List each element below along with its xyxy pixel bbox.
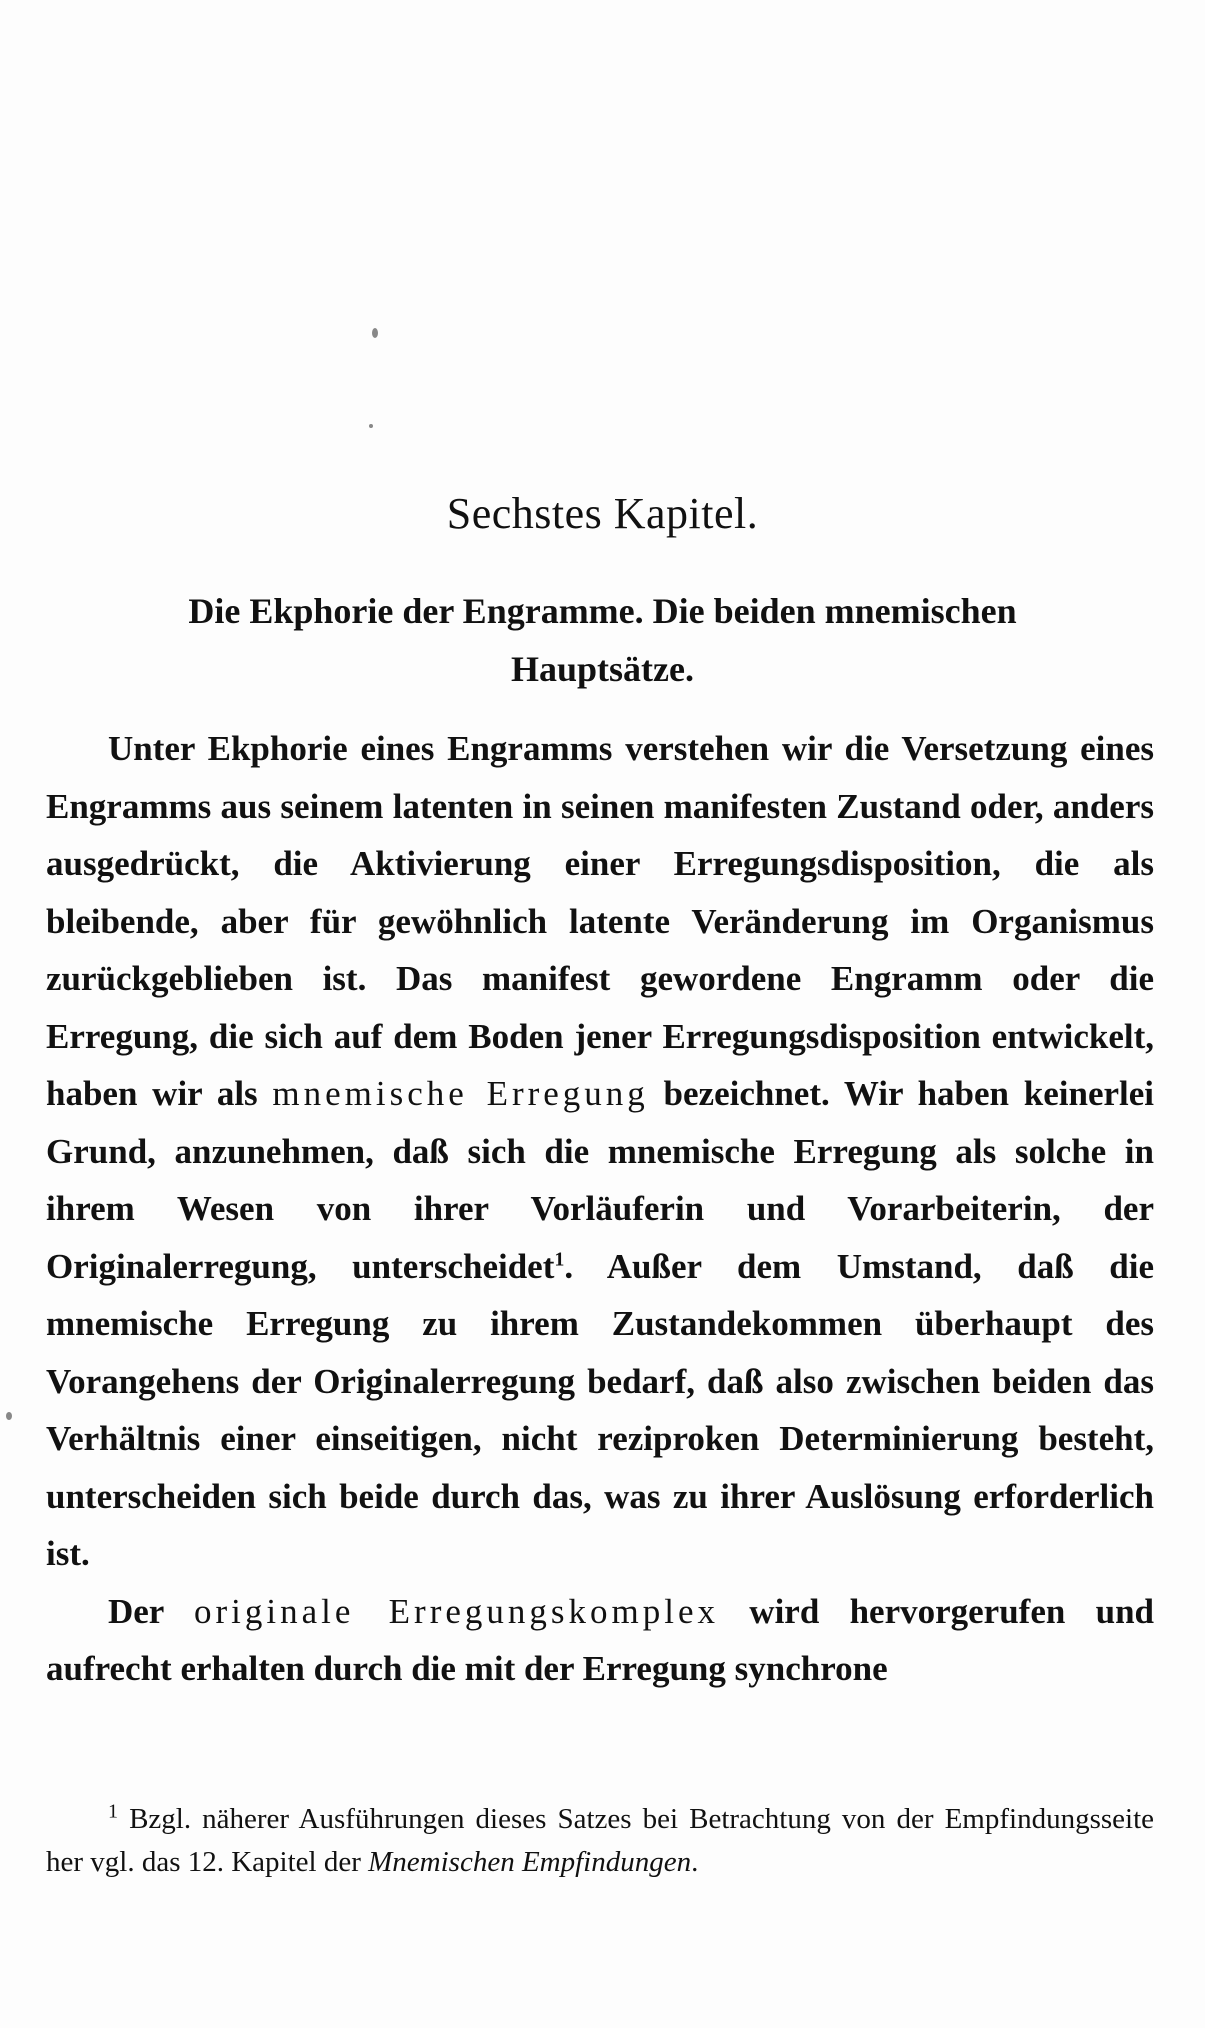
- chapter-subtitle-line2: Hauptsätze.: [511, 649, 694, 689]
- footnote: [46, 1798, 1154, 1884]
- chapter-subtitle: [60, 582, 1145, 698]
- chapter-subtitle-line1: Die Ekphorie der Engramme. Die beiden mnemischen: [188, 591, 1017, 631]
- paragraph-2-part-a: Der: [108, 1591, 194, 1631]
- paragraph-2-part-b: wird hervorgerufen und aufrecht erhalten durch die mit der Erregung synchrone: [46, 1591, 1155, 1688]
- footnote-reference[interactable]: 1: [554, 1247, 565, 1270]
- paragraph-1-part-a: Unter Ekphorie eines Engramms verstehen wir die Versetzung eines Engramms aus seinem latenten in seinen manifesten Zustand oder, anders ausgedrückt, die Aktivierung einer Erregungsdisposition, die als bleibende, aber für gewöhnlich latente Veränderung im Organismus zurückgeblieben ist. Das manifest gewordene Engramm oder die Erregung, die sich auf dem Boden jener Erregungsdisposition entwickelt, haben wir als: [46, 729, 1154, 1113]
- paragraph-1-part-c: . Außer dem Umstand, daß die mnemische Erregung zu ihrem Zustandekommen überhaupt des Vorangehens der Originalerregung bedarf, daß also zwischen beiden das Verhältnis einer einseitigen, nicht reziproken Determinierung besteht, unterscheiden sich beide durch das, was zu ihrer Auslösung erforderlich ist.: [46, 1246, 1154, 1573]
- body-text: [46, 720, 1154, 1698]
- footnote-text-b: .: [691, 1846, 699, 1878]
- footnote-text-a: Bzgl. näherer Ausführungen dieses Satzes bei Betrachtung von der Empfindungsseite her vgl. das 12. Kapitel der: [46, 1803, 1154, 1878]
- footnote-paragraph: [46, 1798, 1154, 1884]
- scan-speck: [372, 328, 378, 338]
- scan-speck: [6, 1412, 12, 1420]
- paragraph-2: [46, 1583, 1154, 1698]
- paragraph-1-part-b: bezeichnet. Wir haben keinerlei Grund, anzunehmen, daß sich die mnemische Erregung als solche in ihrem Wesen von ihrer Vorläuferin und Vorarbeiterin, der Originalerregung, unterscheidet: [46, 1074, 1155, 1286]
- footnote-italic-title: Mnemischen Empfindungen: [368, 1846, 692, 1878]
- footnote-mark: 1: [108, 1800, 118, 1823]
- chapter-title: Sechstes Kapitel.: [446, 489, 759, 538]
- spaced-term-mnemische-erregung: mnemische Erregung: [272, 1074, 649, 1113]
- spaced-term-originale-erregungskomplex: originale Erregungskomplex: [194, 1591, 720, 1631]
- paragraph-1: [46, 720, 1154, 1583]
- scan-speck: [369, 424, 373, 428]
